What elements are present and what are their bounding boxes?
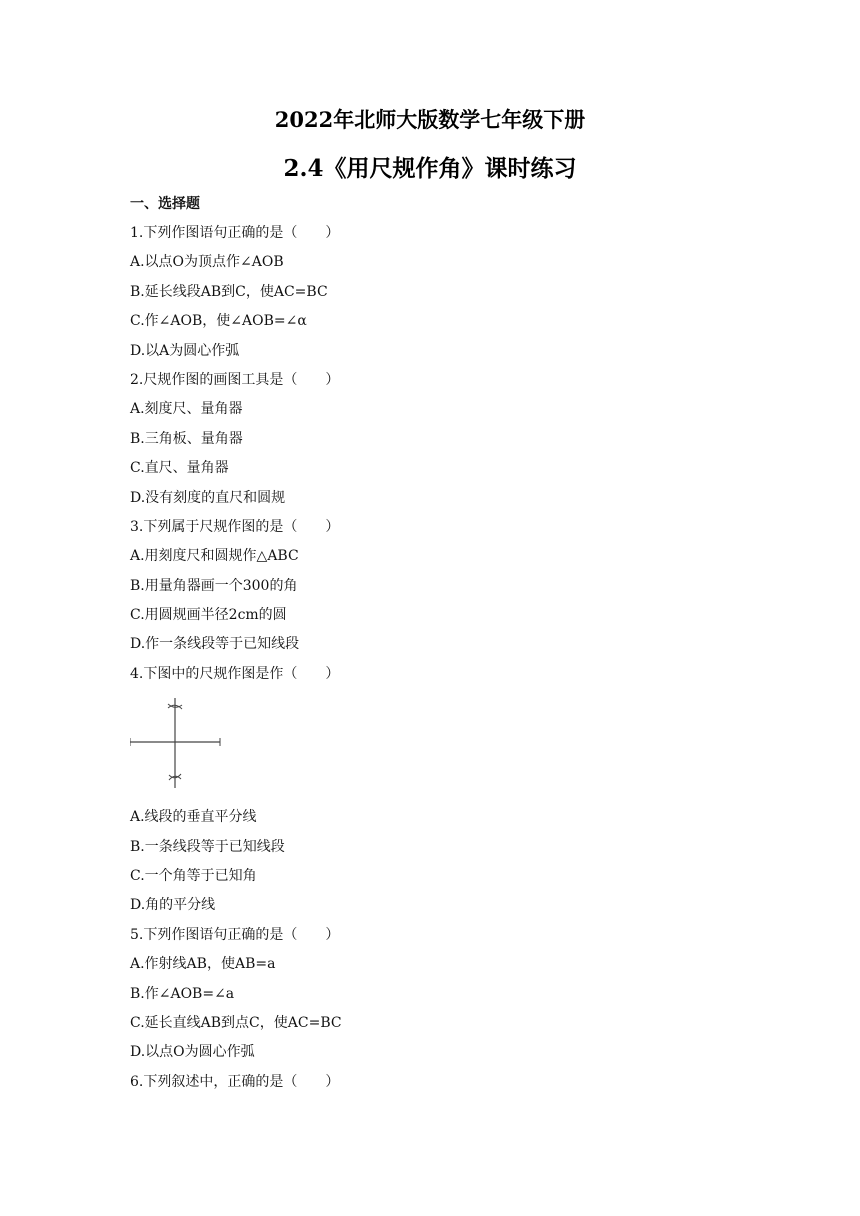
document-subtitle: 2.4《用尺规作角》课时练习 xyxy=(283,155,577,182)
question-2-option-c: C.直尺、量角器 xyxy=(130,460,229,477)
question-4-option-a: A.线段的垂直平分线 xyxy=(130,809,257,826)
question-4-option-c: C.一个角等于已知角 xyxy=(130,868,257,885)
question-1-stem: 1.下列作图语句正确的是（ ） xyxy=(130,225,340,241)
question-2-option-d: D.没有刻度的直尺和圆规 xyxy=(130,489,286,506)
question-1-option-a: A.以点O为顶点作∠AOB xyxy=(130,254,284,271)
question-4-option-b: B.一条线段等于已知线段 xyxy=(130,838,285,855)
question-3-stem: 3.下列属于尺规作图的是（ ） xyxy=(130,518,340,535)
question-5-stem: 5.下列作图语句正确的是（ ） xyxy=(130,926,340,943)
question-3-option-c: C.用圆规画半径2cm的圆 xyxy=(130,607,287,624)
question-1-option-b: B.延长线段AB到C，使AC=BC xyxy=(130,283,328,300)
question-6-stem: 6.下列叙述中，正确的是（ ） xyxy=(130,1073,340,1090)
question-4-stem: 4.下图中的尺规作图是作（ ） xyxy=(130,665,340,682)
question-5-option-d: D.以点O为圆心作弧 xyxy=(130,1044,255,1061)
question-1-option-c: C.作∠AOB，使∠AOB=∠α xyxy=(130,313,307,330)
document-title: 2022年北师大版数学七年级下册 xyxy=(274,107,586,132)
question-5-option-a: A.作射线AB，使AB=a xyxy=(130,956,276,973)
question-5-option-c: C.延长直线AB到点C，使AC=BC xyxy=(130,1014,342,1031)
question-5-option-b: B.作∠AOB=∠a xyxy=(130,985,235,1002)
question-2-stem: 2.尺规作图的画图工具是（ ） xyxy=(130,371,340,388)
section-heading: 一、选择题 xyxy=(130,196,200,212)
question-3-option-b: B.用量角器画一个300的角 xyxy=(130,577,298,594)
question-2-option-b: B.三角板、量角器 xyxy=(130,430,243,447)
question-3-option-d: D.作一条线段等于已知线段 xyxy=(130,636,300,653)
question-2-option-a: A.刻度尺、量角器 xyxy=(130,401,243,418)
perpendicular-bisector-diagram xyxy=(130,696,230,798)
question-4-option-d: D.角的平分线 xyxy=(130,897,216,914)
question-3-option-a: A.用刻度尺和圆规作△ABC xyxy=(130,548,299,565)
construction-figure xyxy=(130,696,230,798)
question-1-option-d: D.以A为圆心作弧 xyxy=(130,342,240,359)
question-list xyxy=(130,222,750,1100)
